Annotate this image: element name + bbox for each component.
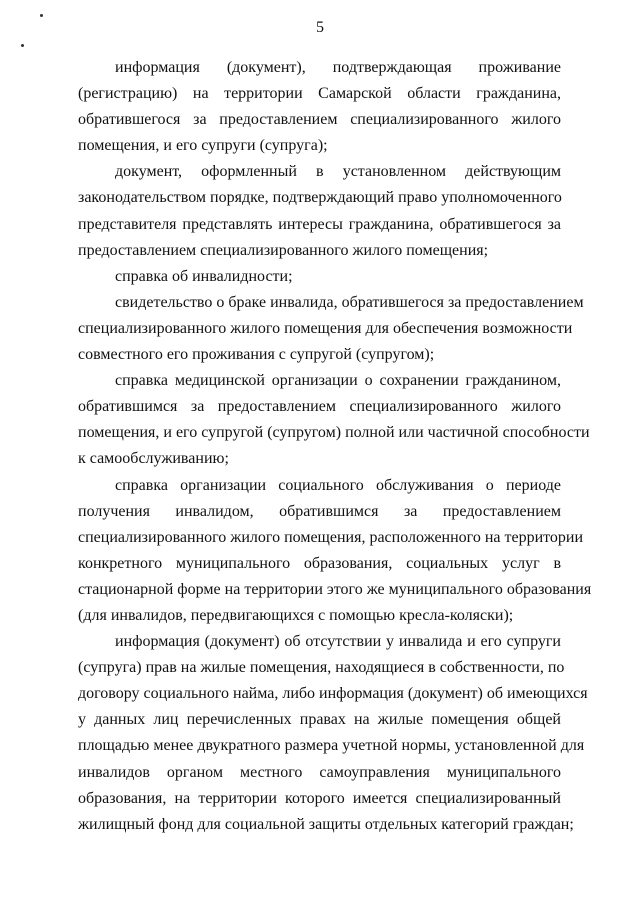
text-line: справка организации социального обслуживания о периоде: [115, 476, 561, 494]
text-line: у данных лиц перечисленных правах на жилые помещения общей: [78, 711, 561, 729]
paragraph-representative-document: [78, 159, 561, 263]
text-line: законодательством порядке, подтверждающий право уполномоченного: [78, 189, 562, 207]
text-line: к самообслуживанию;: [78, 450, 229, 468]
page-number: 5: [316, 19, 324, 36]
text-line: справка об инвалидности;: [115, 267, 293, 285]
paragraph-medical-certificate: [78, 368, 590, 472]
text-line: обратившегося за предоставлением специализированного жилого: [78, 111, 561, 129]
text-line: площадью менее двукратного размера учетной нормы, установленной для: [78, 737, 585, 755]
text-line: свидетельство о браке инвалида, обратившегося за предоставлением: [115, 293, 584, 311]
text-line: инвалидов органом местного самоуправления муниципального: [78, 763, 561, 781]
paragraph-disability-certificate: [78, 264, 561, 290]
text-line: стационарной форме на территории этого же муниципального образования: [78, 580, 592, 598]
paragraph-housing-rights-info: [78, 629, 588, 838]
text-line: (для инвалидов, передвигающихся с помощью кресла-коляски);: [78, 606, 514, 624]
scan-dot: [21, 44, 24, 47]
scan-dot: [40, 14, 43, 17]
paragraph-marriage-certificate: [78, 290, 584, 368]
text-line: информация (документ), подтверждающая проживание: [115, 59, 561, 76]
document-body: [78, 55, 592, 838]
text-line: обратившимся за предоставлением специализированного жилого: [78, 398, 561, 416]
paragraph-residence-document: [78, 55, 561, 159]
text-line: представителя представлять интересы гражданина, обратившегося за: [78, 215, 561, 233]
text-line: документ, оформленный в установленном действующим: [115, 163, 561, 181]
text-line: специализированного жилого помещения, расположенного на территории: [78, 528, 584, 546]
text-line: жилищный фонд для социальной защиты отдельных категорий граждан;: [78, 815, 574, 833]
text-line: предоставлением специализированного жилого помещения;: [78, 241, 489, 259]
text-line: специализированного жилого помещения для обеспечения возможности: [78, 319, 573, 337]
text-line: конкретного муниципального образования, социальных услуг в: [78, 554, 561, 572]
text-line: совместного его проживания с супругой (супругом);: [78, 346, 435, 364]
text-line: (регистрацию) на территории Самарской области гражданина,: [78, 85, 561, 103]
paragraph-social-service-certificate: [78, 473, 592, 630]
text-line: информация (документ) об отсутствии у инвалида и его супруги: [115, 633, 561, 651]
text-line: (супруга) прав на жилые помещения, находящиеся в собственности, по: [78, 659, 565, 677]
text-line: получения инвалидом, обратившимся за предоставлением: [78, 502, 561, 520]
text-line: образования, на территории которого имеется специализированный: [78, 789, 561, 807]
text-line: договору социального найма, либо информация (документ) об имеющихся: [78, 685, 588, 703]
text-line: помещения, и его супругой (супругом) полной или частичной способности: [78, 424, 590, 442]
text-line: справка медицинской организации о сохранении гражданином,: [115, 372, 561, 390]
text-line: помещения, и его супруги (супруга);: [78, 137, 328, 155]
